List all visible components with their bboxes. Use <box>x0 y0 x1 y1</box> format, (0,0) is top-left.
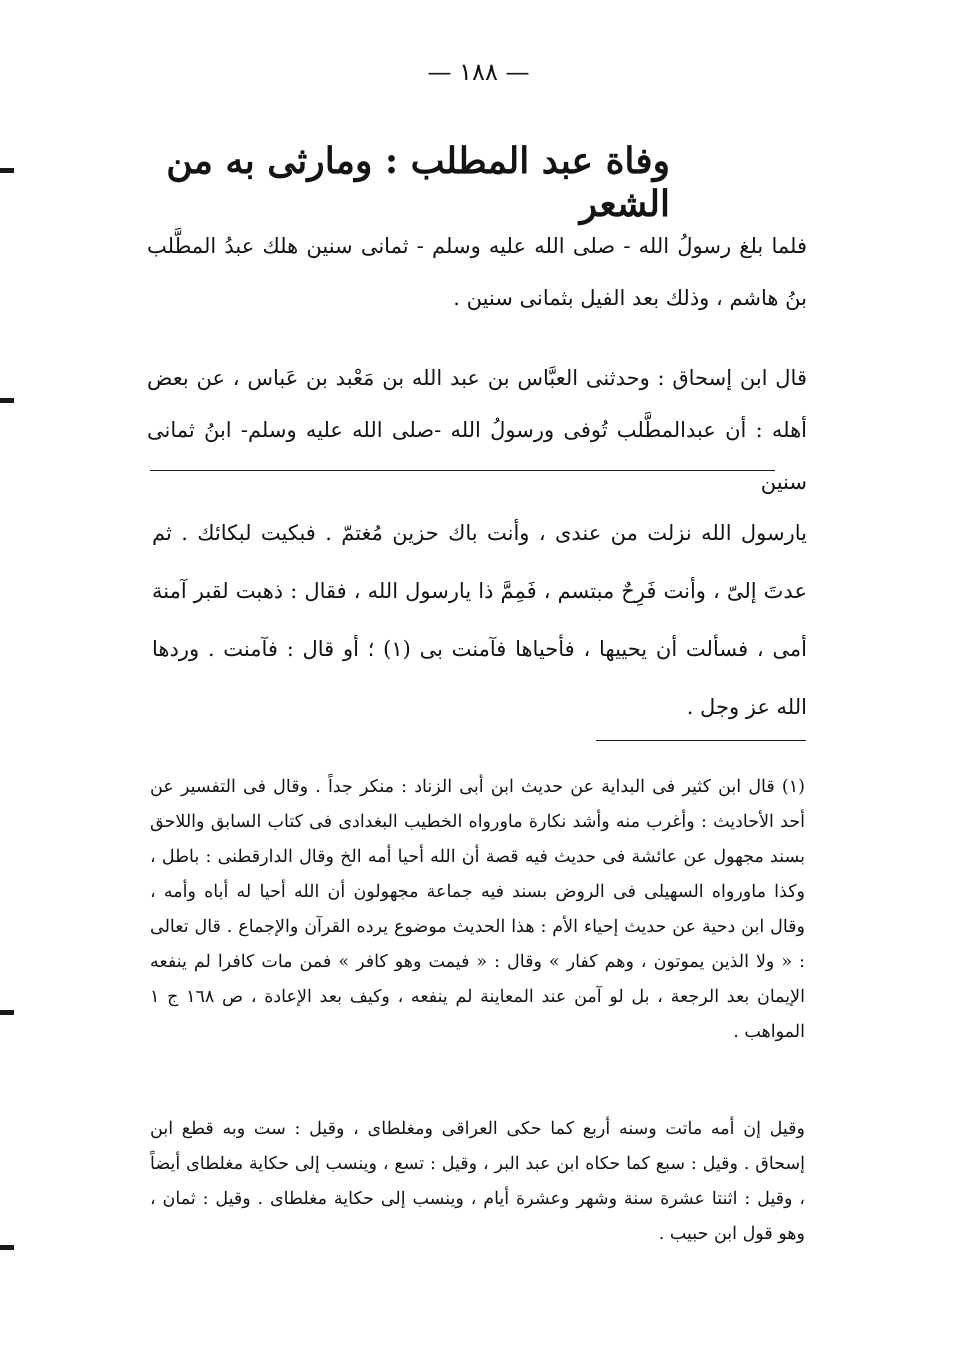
scan-edge-mark <box>0 168 14 173</box>
scan-edge-mark <box>0 1010 14 1015</box>
body-paragraph: قال ابن إسحاق : وحدثنى العبَّاس بن عبد الله بن مَعْبد بن عَباس ، عن بعض أهله : أن عبدالمطَّلب تُوفى ورسولُ الله -صلى الله عليه وسلم- ابنُ ثمانى سنين <box>147 366 807 494</box>
chapter-title: وفاة عبد المطلب : ومارثى به من الشعر <box>166 140 670 226</box>
footnote: وقيل إن أمه ماتت وسنه أربع كما حكى العراقى ومغلطاى ، وقيل : ست وبه قطع ابن إسحاق . وقيل : سبع كما حكاه ابن عبد البر ، وقيل : تسع ، وينسب إلى حكاية مغلطاى أيضاً ، وقيل : اثنتا عشرة سنة وشهر وعشرة أيام ، وينسب إلى حكاية مغلطاى . وقيل : ثمان ، وهو قول ابن حبيب . <box>150 1119 805 1244</box>
scan-edge-mark <box>0 398 14 403</box>
scan-edge-mark <box>0 1245 14 1250</box>
footnote: (١) قال ابن كثير فى البداية عن حديث ابن أبى الزناد : منكر جداً . وقال فى التفسير عن أحد الأحاديث : وأغرب منه وأشد نكارة ماورواه الخطيب البغدادى فى كتاب السابق واللاحق بسند مجهول عن عائشة فى حديث فيه قصة أن الله أحيا أمه الخ وقال الدارقطنى : باطل ، وكذا ماورواه السهيلى فى الروض بسند فيه جماعة مجهولون أن الله أحيا له أباه وأمه ، وقال ابن دحية عن حديث إحياء الأم : هذا الحديث موضوع يرده القرآن والإجماع . قال تعالى : « ولا الذين يموتون ، وهم كفار » وقال : « فيمت وهو كافر » فمن مات كافرا لم ينفعه الإيمان بعد الرجعة ، بل لو آمن عند المعاينة لم ينفعه ، وكيف بعد الإعادة ، ص ١٦٨ ج ١ المواهب . <box>150 777 805 1042</box>
body-paragraph: فلما بلغ رسولُ الله - صلى الله عليه وسلم - ثمانى سنين هلك عبدُ المطَّلب بنُ هاشم ، وذلك بعد الفيل بثمانى سنين . <box>147 234 807 310</box>
footnote-separator <box>150 470 775 471</box>
page-number: — ١٨٨ — <box>427 58 530 86</box>
continuation-note: يارسول الله نزلت من عندى ، وأنت باك حزين مُغتمّ . فبكيت لبكائك . ثم عدتَ إلىّ ، وأنت فَرِحٌ مبتسم ، فَمِمَّ ذا يارسول الله ، فقال : ذهبت لقبر آمنة أمى ، فسألت أن يحييها ، فأحياها فآمنت بى (١) ؛ أو قال : فآمنت . وردها الله عز وجل . <box>152 521 807 719</box>
footnote-rule <box>596 740 806 741</box>
